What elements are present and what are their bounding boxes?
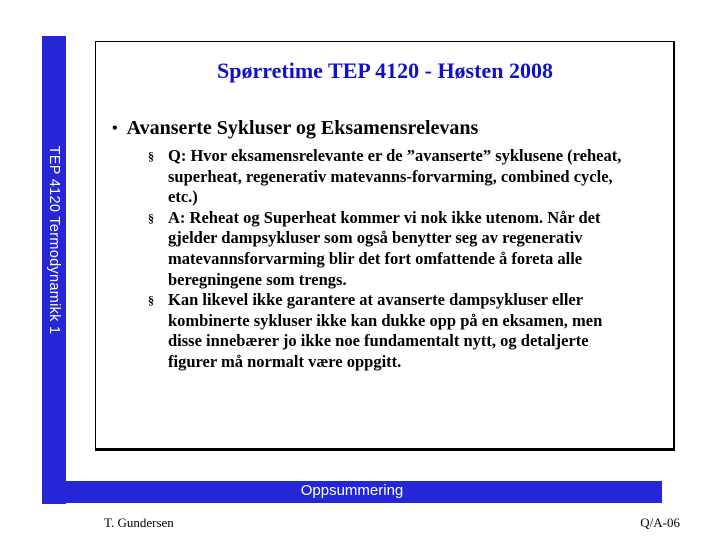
sub-bullet-question xyxy=(148,146,638,208)
sub-bullet-text: Kan likevel ikke garantere at avanserte dampsykluser eller kombinerte sykluser ikke kan dukke opp på en eksamen, men disse innebærer jo ikke noe fundamentalt nytt, og detaljerte figurer må normalt være oppgitt. xyxy=(168,290,603,371)
page-id: Q/A-06 xyxy=(640,515,680,530)
sub-bullet-text: A: Reheat og Superheat kommer vi nok ikke utenom. Når det gjelder dampsykluser som også benytter seg av regenerativ matevannsforvarming blir det fort omfattende å foreta alle beregningene som trengs. xyxy=(168,207,601,289)
bullet-icon: • xyxy=(112,120,118,137)
section-marker-icon: § xyxy=(148,293,154,308)
sub-bullet-note xyxy=(148,290,638,372)
sub-bullet-answer xyxy=(148,208,638,290)
sub-bullet-list xyxy=(148,146,638,373)
author-name: T. Gundersen xyxy=(104,515,174,530)
sub-bullet-text: Q: Hvor eksamensrelevante er de ”avanserte” syklusene (reheat, superheat, regenerativ matevanns-forvarming, combined cycle, etc.) xyxy=(168,146,622,207)
main-bullet xyxy=(112,117,478,140)
bottom-bar xyxy=(42,481,662,503)
course-label: TEP 4120 Termodynamikk 1 xyxy=(46,145,62,335)
section-marker-icon: § xyxy=(148,210,154,225)
main-bullet-text: Avanserte Sykluser og Eksamensrelevans xyxy=(126,117,479,139)
slide-title: Spørretime TEP 4120 - Høsten 2008 xyxy=(217,58,553,83)
section-marker-icon: § xyxy=(148,149,154,163)
summary-label: Oppsummering xyxy=(300,482,404,499)
